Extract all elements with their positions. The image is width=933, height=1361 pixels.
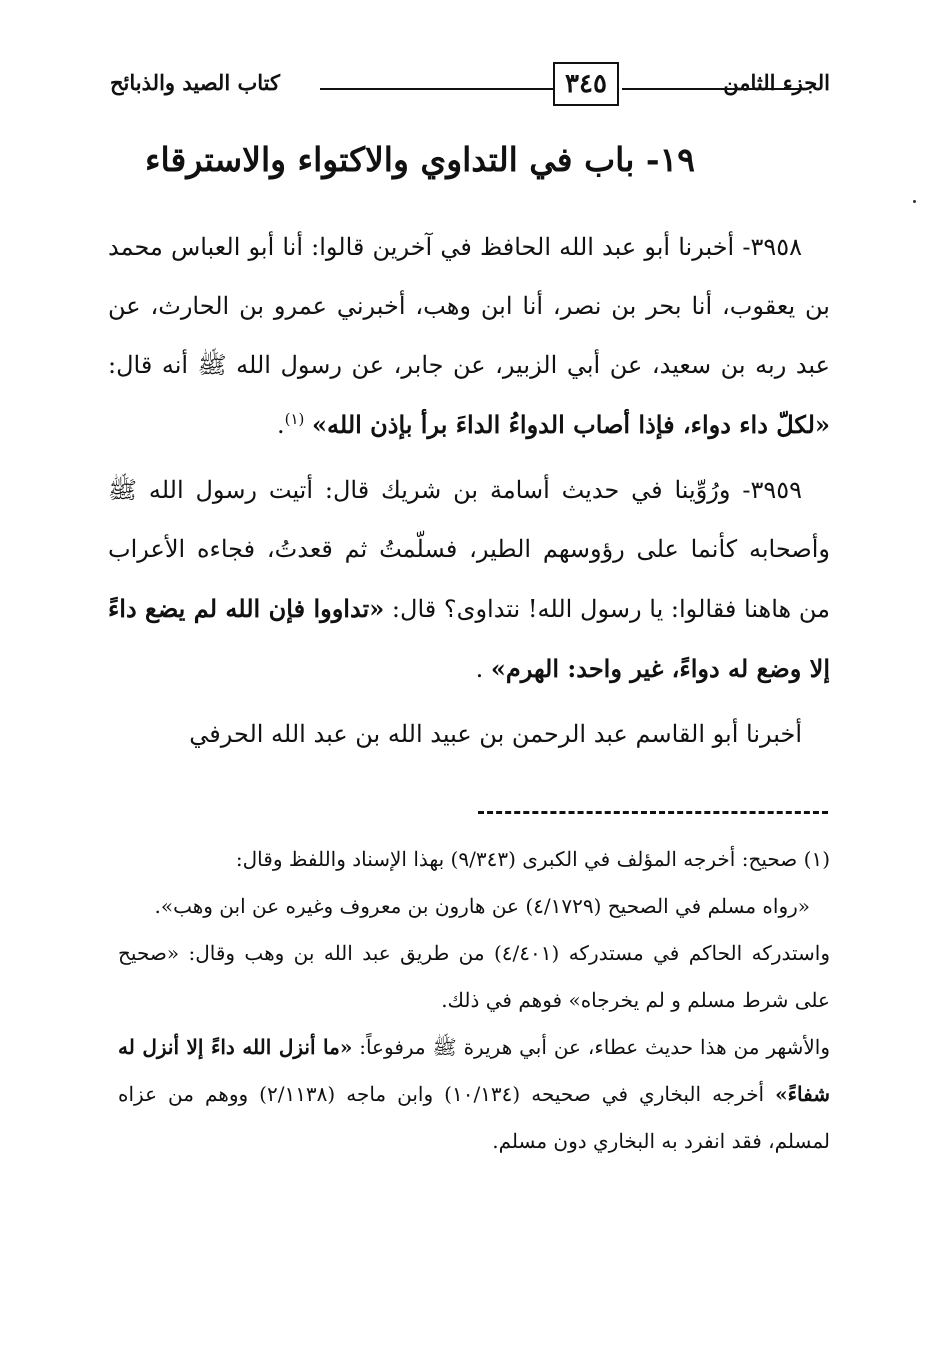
footnote-text: والأشهر من هذا حديث عطاء، عن أبي هريرة ﷺ مرفوعاً: <box>352 1035 830 1059</box>
footnote-text: (١) صحيح: أخرجه المؤلف في الكبرى (٩/٣٤٣) بهذا الإسناد واللفظ وقال: <box>235 847 830 871</box>
chapter-title: كتاب الصيد والذبائح <box>110 70 280 95</box>
footnote-quote: «ما أنزل الله داءً إلا أنزل له شفاءً» <box>118 1035 830 1106</box>
footnotes <box>118 836 830 1165</box>
hadith-paragraph <box>108 461 830 699</box>
page-header <box>110 60 830 112</box>
footnote-tail: أخرجه البخاري في صحيحه (١٠/١٣٤) وابن ماجه (٢/١١٣٨) ووهم من عزاه لمسلم، فقد انفرد به البخاري دون مسلم. <box>118 1082 830 1153</box>
footnote-separator <box>478 811 828 814</box>
book-title: الجزء الثامن <box>723 70 830 95</box>
footnote-line <box>118 883 830 930</box>
footnote-line <box>118 930 830 1024</box>
footnote-line <box>118 1024 830 1165</box>
hadith-quote: «تداووا فإن الله لم يضع داءً إلا وضع له دواءً، غير واحد: الهرم» <box>108 594 830 683</box>
hadith-text: ٣٩٥٨- أخبرنا أبو عبد الله الحافظ في آخرين قالوا: أنا أبو العباس محمد بن يعقوب، أنا بحر بن نصر، أنا ابن وهب، أخبرني عمرو بن الحارث، عن عبد ربه بن سعيد، عن أبي الزبير، عن جابر، عن رسول الله ﷺ أنه قال: <box>108 233 830 379</box>
narration-paragraph <box>108 705 830 764</box>
page-number-box <box>553 62 619 106</box>
section-heading: ١٩- باب في التداوي والاكتواء والاسترقاء <box>144 140 696 179</box>
hadith-tail: . <box>276 411 285 439</box>
margin-dot <box>913 200 916 203</box>
narration-text: أخبرنا أبو القاسم عبد الرحمن بن عبيد الله بن عبد الله الحرفي <box>189 720 802 748</box>
hadith-tail: . <box>475 655 491 683</box>
footnote-text: «رواه مسلم في الصحيح (٤/١٧٢٩) عن هارون بن معروف وغيره عن ابن وهب». <box>154 894 810 918</box>
main-text <box>108 218 830 764</box>
hadith-quote: «لكلّ داء دواء، فإذا أصاب الدواءُ الداءَ برأ بإذن الله» <box>312 410 830 439</box>
hadith-paragraph <box>108 218 830 455</box>
header-rule-right <box>622 88 802 90</box>
footnote-line <box>118 836 830 883</box>
footnote-reference: (١) <box>284 410 305 428</box>
footnote-text: واستدركه الحاكم في مستدركه (٤/٤٠١) من طريق عبد الله بن وهب وقال: «صحيح على شرط مسلم و لم يخرجاه» فوهم في ذلك. <box>118 941 830 1012</box>
hadith-text: ٣٩٥٩- ورُوِّينا في حديث أسامة بن شريك قال: أتيت رسول الله ﷺ وأصحابه كأنما على رؤوسهم الطير، فسلّمتُ ثم قعدتُ، فجاءه الأعراب من هاهنا فقالوا: يا رسول الله! نتداوى؟ قال: <box>108 476 831 623</box>
page-number: ٣٤٥ <box>565 69 607 99</box>
header-rule-left <box>320 88 553 90</box>
